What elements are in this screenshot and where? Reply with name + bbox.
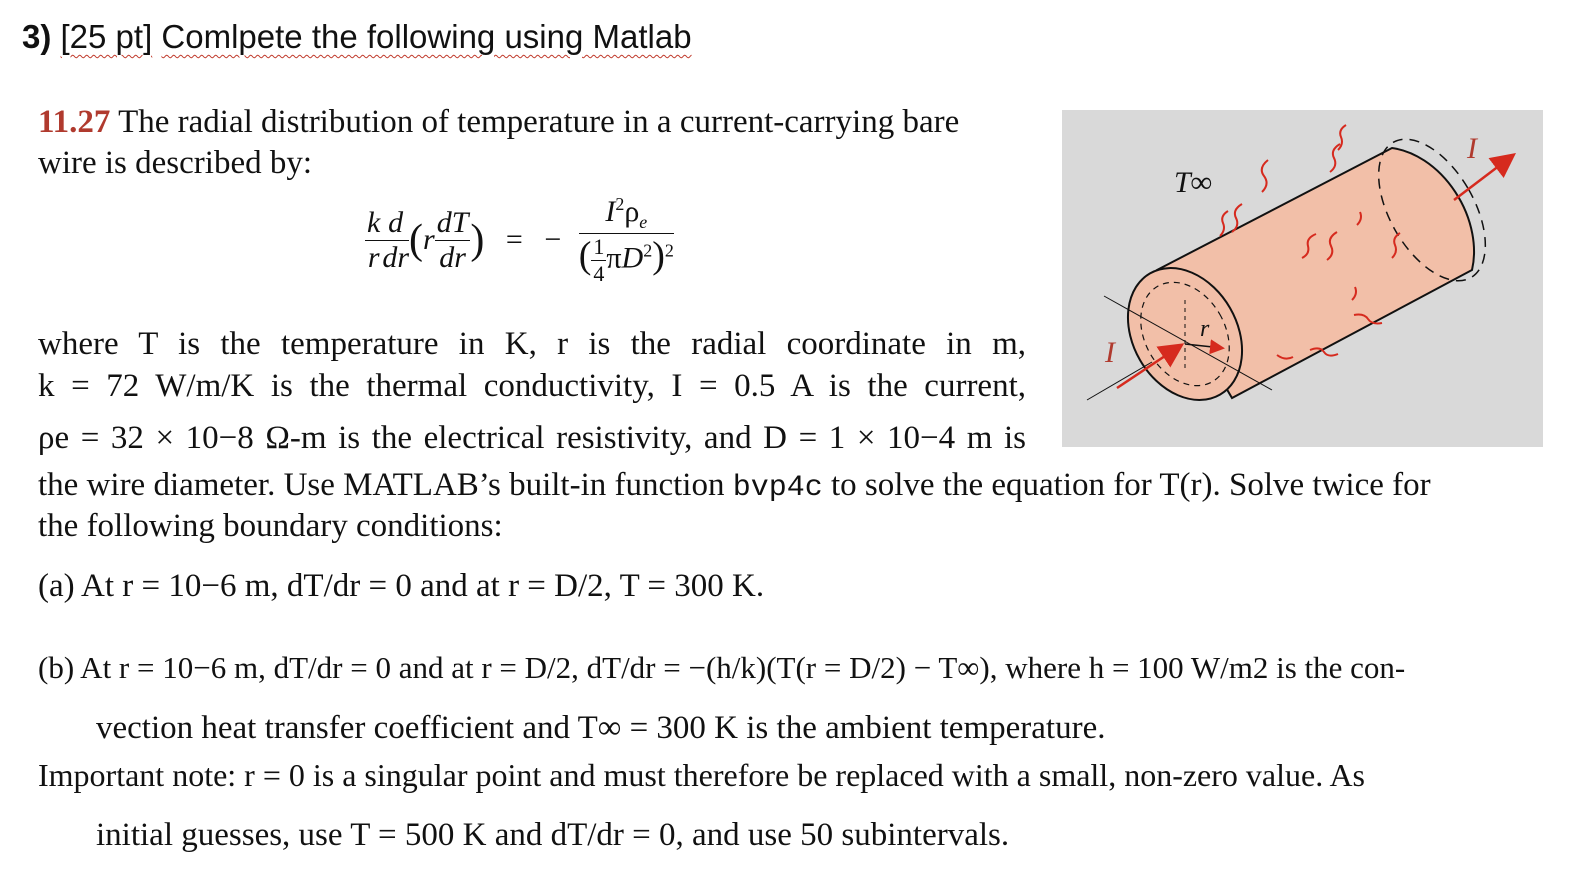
wire-illustration <box>1062 110 1543 447</box>
current-label-right: I <box>1467 132 1477 165</box>
where-line-1: where T is the temperature in K, r is the radial coordinate in m, <box>38 326 1026 362</box>
governing-equation: $\frac{k}{r}$ $\frac{d}{dr}$ (r $\frac{dT}{dr}$ ) = − $I^2\rho_e$ ( $\frac{1}{4}$ $\pi D^2)^2$ <box>367 194 674 286</box>
t-infinity-label: T∞ <box>1174 166 1213 199</box>
problem-number: 3) <box>22 18 52 55</box>
note-line-2: initial guesses, use T = 500 K and dT/dr = 0, and use 50 subintervals. <box>96 817 1010 853</box>
current-arrow-out <box>1454 156 1512 200</box>
intro-line-2: wire is described by: <box>38 145 313 181</box>
where-line-4 <box>38 467 1546 505</box>
radius-label: r <box>1200 316 1210 342</box>
where-line-5: the following boundary conditions: <box>38 508 503 544</box>
wire-figure <box>1062 110 1543 447</box>
function-name: bvp4c <box>732 471 823 505</box>
heading-title: Comlpete the following using Matlab <box>161 18 692 55</box>
points-label: [25 pt] <box>60 18 153 55</box>
part-b-line-2: vection heat transfer coefficient and T∞ = 300 K is the ambient temperature. <box>96 710 1106 746</box>
part-b-line-1: (b) At r = 10−6 m, dT/dr = 0 and at r = D/2, dT/dr = −(h/k)(T(r = D/2) − T∞), where h = 100 W/m2 is the con- <box>38 650 1406 685</box>
intro-line-1 <box>38 104 959 141</box>
where-line-4b: to solve the equation for T(r). Solve twice for <box>830 467 1431 503</box>
where-line-4a: the wire diameter. Use MATLAB’s built-in function <box>38 467 725 503</box>
current-label-left: I <box>1105 336 1115 369</box>
problem-heading <box>22 18 692 56</box>
problem-id: 11.27 <box>38 104 111 140</box>
note-line-1: Important note: r = 0 is a singular point and must therefore be replaced with a small, non-zero value. As <box>38 757 1365 793</box>
where-line-2: k = 72 W/m/K is the thermal conductivity, I = 0.5 A is the current, <box>38 368 1026 404</box>
where-line-3: ρe = 32 × 10−8 Ω-m is the electrical resistivity, and D = 1 × 10−4 m is <box>38 420 1026 456</box>
part-a: (a) At r = 10−6 m, dT/dr = 0 and at r = D/2, T = 300 K. <box>38 568 765 604</box>
intro-text-1: The radial distribution of temperature in a current-carrying bare <box>118 104 960 140</box>
